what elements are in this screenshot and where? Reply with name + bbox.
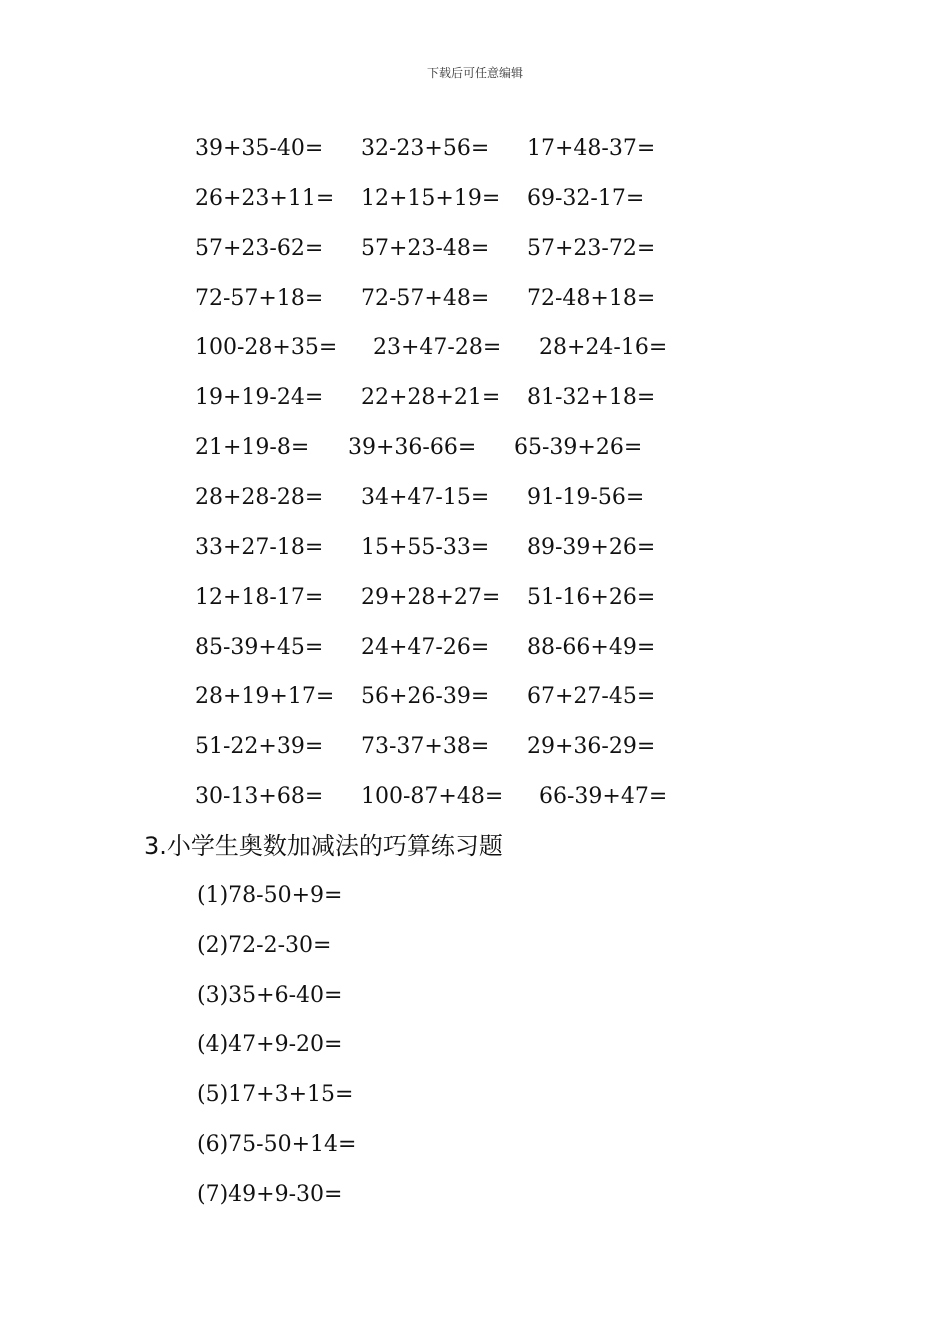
equation: 12+15+19= — [361, 185, 501, 211]
equation: 29+36-29= — [527, 734, 656, 760]
practice-item: (3)35+6-40= — [197, 982, 343, 1008]
equation: 67+27-45= — [527, 684, 656, 710]
equation: 19+19-24= — [195, 385, 324, 411]
practice-item: (2)72-2-30= — [197, 932, 332, 958]
equation: 72-57+18= — [195, 285, 324, 311]
equation: 32-23+56= — [361, 136, 490, 161]
equation: 26+23+11= — [195, 185, 335, 211]
equation: 39+35-40= — [195, 136, 324, 161]
equation: 56+26-39= — [361, 684, 490, 710]
equation: 21+19-8= — [195, 435, 310, 461]
page-header: 下载后可任意编辑 — [426, 66, 523, 80]
equation: 23+47-28= — [373, 335, 502, 361]
equation: 28+24-16= — [539, 335, 668, 361]
equation: 24+47-26= — [361, 634, 490, 660]
equation: 88-66+49= — [527, 634, 656, 660]
equation: 85-39+45= — [195, 634, 324, 660]
equation: 30-13+68= — [195, 784, 324, 810]
equation: 33+27-18= — [195, 534, 324, 560]
equation: 39+36-66= — [348, 435, 477, 461]
equation: 51-22+39= — [195, 734, 324, 760]
equation: 22+28+21= — [361, 385, 501, 411]
equation: 12+18-17= — [195, 584, 324, 610]
equation: 57+23-72= — [527, 235, 656, 261]
equation: 57+23-62= — [195, 235, 324, 261]
practice-item: (5)17+3+15= — [197, 1082, 354, 1108]
equation: 66-39+47= — [539, 784, 668, 810]
equation: 73-37+38= — [361, 734, 490, 760]
section-heading: 3.小学生奥数加减法的巧算练习题 — [144, 832, 503, 860]
equation: 28+28-28= — [195, 484, 324, 510]
equation: 81-32+18= — [527, 385, 656, 411]
equation: 51-16+26= — [527, 584, 656, 610]
equation: 29+28+27= — [361, 584, 501, 610]
practice-item: (6)75-50+14= — [197, 1132, 357, 1157]
equation: 100-87+48= — [361, 784, 504, 810]
equation: 15+55-33= — [361, 534, 490, 560]
equation: 17+48-37= — [527, 136, 656, 161]
practice-item: (4)47+9-20= — [197, 1032, 343, 1058]
practice-item: (1)78-50+9= — [197, 883, 343, 908]
equation: 72-57+48= — [361, 285, 490, 311]
equation: 91-19-56= — [527, 484, 645, 510]
practice-item: (7)49+9-30= — [197, 1181, 343, 1207]
equation: 69-32-17= — [527, 185, 645, 211]
equation: 28+19+17= — [195, 684, 335, 710]
equation: 57+23-48= — [361, 235, 490, 261]
equation: 65-39+26= — [514, 435, 643, 461]
equation: 34+47-15= — [361, 484, 490, 510]
equation: 72-48+18= — [527, 285, 656, 311]
equation: 89-39+26= — [527, 534, 656, 560]
equation: 100-28+35= — [195, 335, 338, 361]
